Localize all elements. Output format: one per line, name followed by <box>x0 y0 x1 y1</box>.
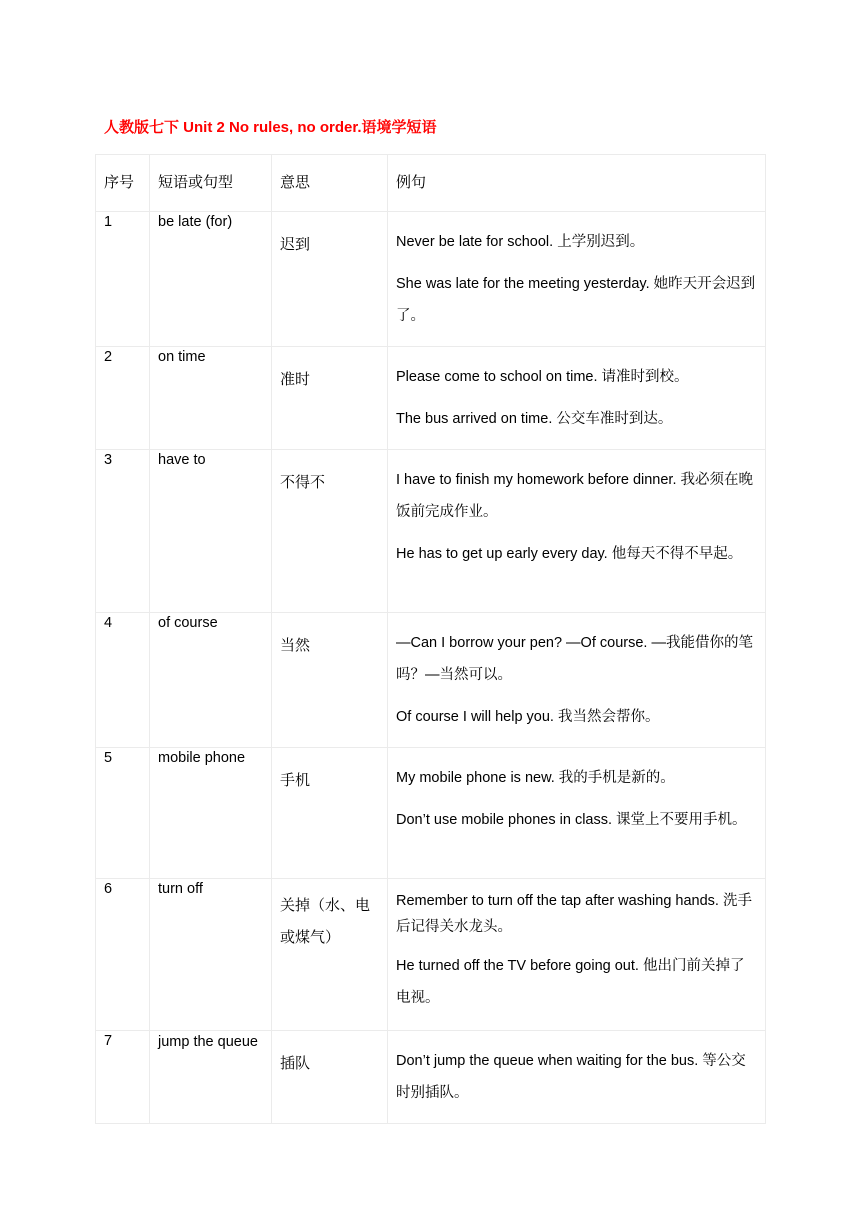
row-meaning-cell <box>272 1031 388 1124</box>
row-phrase: on time <box>150 347 272 450</box>
table-row <box>96 347 766 450</box>
row-number: 3 <box>96 450 150 613</box>
example-sentence: She was late for the meeting yesterday. 她昨天开会迟到了。 <box>396 276 756 324</box>
row-meaning-cell <box>272 748 388 879</box>
example-sentence: Don’t jump the queue when waiting for the bus. 等公交时别插队。 <box>396 1053 746 1101</box>
row-examples <box>388 450 766 613</box>
row-meaning-cell <box>272 212 388 347</box>
row-number: 2 <box>96 347 150 450</box>
row-meaning: 当然 <box>280 637 311 654</box>
row-number: 7 <box>96 1031 150 1124</box>
example-sentence: He turned off the TV before going out. 他出门前关掉了电视。 <box>396 958 745 1006</box>
row-meaning: 迟到 <box>280 236 311 253</box>
example-sentence: Please come to school on time. 请准时到校。 <box>396 369 689 385</box>
row-meaning-cell <box>272 879 388 1031</box>
row-number: 6 <box>96 879 150 1031</box>
example-sentence: —Can I borrow your pen? —Of course. —我能借你的笔吗？—当然可以。 <box>396 635 753 683</box>
table-header-row <box>96 155 766 212</box>
row-examples <box>388 347 766 450</box>
row-number: 5 <box>96 748 150 879</box>
row-phrase: have to <box>150 450 272 613</box>
header-number: 序号 <box>96 155 150 212</box>
row-meaning: 准时 <box>280 371 311 388</box>
example-sentence: Never be late for school. 上学别迟到。 <box>396 234 645 250</box>
document-title: 人教版七下 Unit 2 No rules, no order.语境学短语 <box>104 119 437 136</box>
row-meaning: 插队 <box>280 1055 311 1072</box>
row-meaning: 关掉（水、电或煤气） <box>280 897 371 946</box>
table-row <box>96 1031 766 1124</box>
row-examples <box>388 212 766 347</box>
table-row <box>96 879 766 1031</box>
header-phrase: 短语或句型 <box>150 155 272 212</box>
row-meaning-cell <box>272 347 388 450</box>
header-meaning: 意思 <box>272 155 388 212</box>
row-phrase: jump the queue <box>150 1031 272 1124</box>
row-phrase: be late (for) <box>150 212 272 347</box>
example-sentence: He has to get up early every day. 他每天不得不早起。 <box>396 546 743 562</box>
row-examples <box>388 613 766 748</box>
row-meaning: 手机 <box>280 772 311 789</box>
example-sentence: Remember to turn off the tap after washing hands. 洗手后记得关水龙头。 <box>396 893 752 935</box>
example-sentence: I have to finish my homework before dinner. 我必须在晚饭前完成作业。 <box>396 472 754 520</box>
row-meaning-cell <box>272 613 388 748</box>
table-row <box>96 748 766 879</box>
table-row <box>96 212 766 347</box>
row-number: 4 <box>96 613 150 748</box>
table-row <box>96 450 766 613</box>
row-examples <box>388 879 766 1031</box>
example-sentence: My mobile phone is new. 我的手机是新的。 <box>396 770 675 786</box>
row-phrase: turn off <box>150 879 272 1031</box>
row-examples <box>388 1031 766 1124</box>
header-example: 例句 <box>388 155 766 212</box>
table-row <box>96 613 766 748</box>
example-sentence: The bus arrived on time. 公交车准时到达。 <box>396 411 673 427</box>
phrase-table <box>95 154 766 1124</box>
example-sentence: Of course I will help you. 我当然会帮你。 <box>396 709 660 725</box>
example-sentence: Don’t use mobile phones in class. 课堂上不要用手机。 <box>396 812 747 828</box>
row-phrase: of course <box>150 613 272 748</box>
row-meaning: 不得不 <box>280 474 326 491</box>
row-number: 1 <box>96 212 150 347</box>
row-meaning-cell <box>272 450 388 613</box>
row-examples <box>388 748 766 879</box>
row-phrase: mobile phone <box>150 748 272 879</box>
